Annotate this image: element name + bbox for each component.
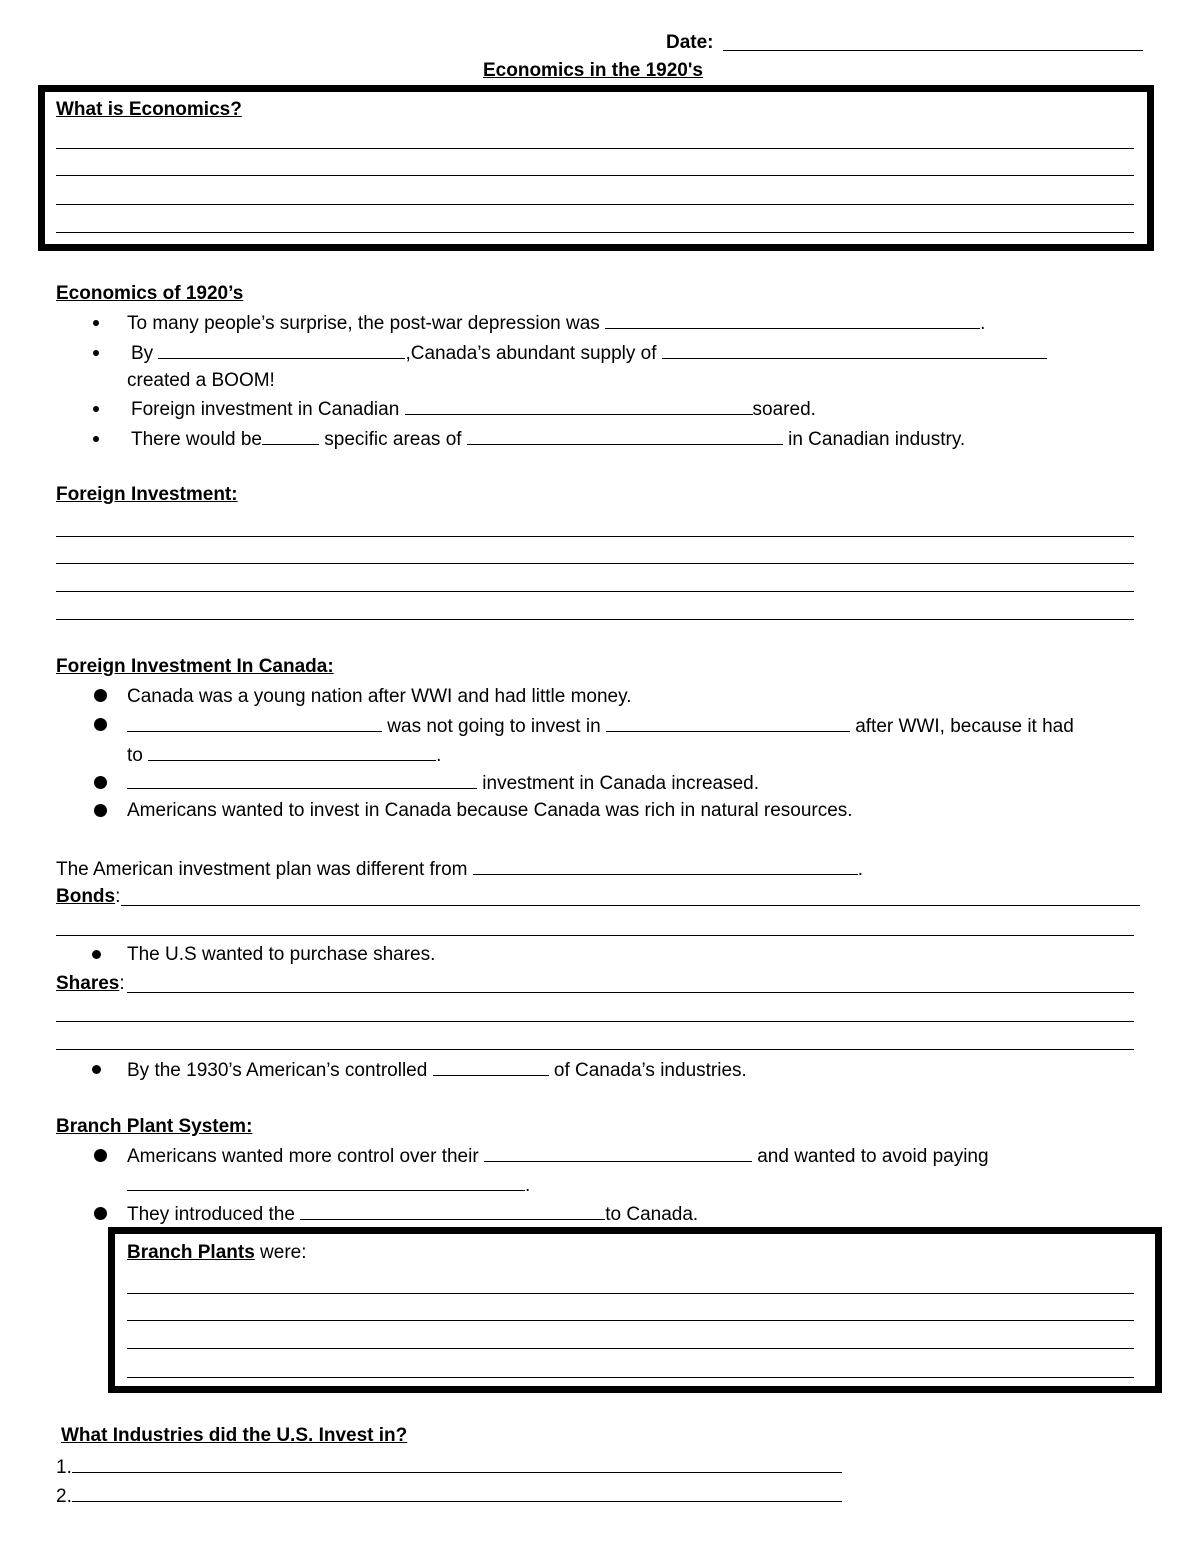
foreign-investment-heading: Foreign Investment: <box>56 484 238 505</box>
bullet-text-5: Canada was a young nation after WWI and had little money. <box>127 686 632 707</box>
fill-blank[interactable] <box>473 858 858 875</box>
fill-blank[interactable] <box>127 772 477 789</box>
bullet <box>93 320 99 326</box>
foreign-investment-canada-heading: Foreign Investment In Canada: <box>56 656 334 677</box>
what-is-economics-heading: What is Economics? <box>56 99 242 120</box>
bullet-text-6-cont: to . <box>127 745 442 766</box>
answer-line[interactable] <box>127 992 1134 993</box>
industry-item-2: 2. <box>56 1485 842 1508</box>
answer-line[interactable] <box>121 905 1140 906</box>
shares-bullet-text: By the 1930’s American’s controlled of Canada’s industries. <box>127 1060 747 1081</box>
answer-line[interactable] <box>56 563 1134 564</box>
bullet <box>93 406 99 412</box>
answer-line[interactable] <box>127 1293 1134 1294</box>
bonds-label: Bonds <box>56 886 116 907</box>
answer-line[interactable] <box>56 536 1134 537</box>
bullet-text-2: By ,Canada’s abundant supply of <box>131 342 1047 365</box>
bullet <box>94 1149 107 1162</box>
bullet-text-9: Americans wanted more control over their and wanted to avoid paying <box>127 1146 989 1167</box>
shares-label: Shares <box>56 973 120 994</box>
industry-item-1: 1. <box>56 1456 842 1479</box>
bullet <box>94 776 107 789</box>
bullet-text-1: To many people’s surprise, the post-war depression was . <box>127 313 986 334</box>
fill-blank[interactable] <box>158 342 405 359</box>
bonds-row: Bonds: <box>56 886 121 907</box>
fill-blank[interactable] <box>433 1059 549 1076</box>
answer-line[interactable] <box>56 591 1134 592</box>
fill-blank[interactable] <box>127 715 382 732</box>
answer-line[interactable] <box>56 935 1134 936</box>
answer-line[interactable] <box>56 619 1134 620</box>
page-title: Economics in the 1920's <box>483 60 703 81</box>
bullet <box>92 1065 101 1074</box>
bullet-text-4: There would be specific areas of in Canadian industry. <box>131 429 966 450</box>
branch-plants-label: Branch Plants <box>127 1242 255 1263</box>
bullet <box>93 350 99 356</box>
fill-blank[interactable] <box>605 312 980 329</box>
bullet <box>94 804 107 817</box>
bonds-bullet-text: The U.S wanted to purchase shares. <box>127 944 436 965</box>
bullet <box>92 950 101 959</box>
industries-heading: What Industries did the U.S. Invest in? <box>61 1425 408 1446</box>
date-label: Date: <box>666 32 714 53</box>
answer-line[interactable] <box>56 1049 1134 1050</box>
bullet <box>94 1207 107 1220</box>
fill-blank[interactable] <box>484 1145 752 1162</box>
answer-line[interactable] <box>127 1377 1134 1378</box>
bullet-text-2-cont: created a BOOM! <box>127 370 275 391</box>
fill-blank[interactable] <box>662 342 1047 359</box>
answer-line[interactable] <box>56 204 1134 205</box>
fill-blank[interactable] <box>127 1174 525 1191</box>
bullet <box>93 436 99 442</box>
fill-blank[interactable] <box>606 715 850 732</box>
bullet-text-10: They introduced the to Canada. <box>127 1204 699 1225</box>
answer-line[interactable] <box>56 175 1134 176</box>
bullet-text-7: investment in Canada increased. <box>127 772 759 795</box>
answer-line[interactable] <box>56 232 1134 233</box>
investment-plan-line: The American investment plan was different from . <box>56 859 864 880</box>
fill-blank[interactable] <box>72 1485 842 1502</box>
branch-plant-system-heading: Branch Plant System: <box>56 1116 253 1137</box>
fill-blank[interactable] <box>72 1456 842 1473</box>
bullet <box>94 718 107 731</box>
branch-plants-label-row: Branch Plants were: <box>127 1242 307 1263</box>
bullet-text-8: Americans wanted to invest in Canada because Canada was rich in natural resources. <box>127 800 853 821</box>
bullet-text-6: was not going to invest in after WWI, because it had <box>127 715 1074 738</box>
answer-line[interactable] <box>127 1320 1134 1321</box>
fill-blank[interactable] <box>262 428 319 445</box>
bullet-text-9-cont: . <box>127 1174 530 1197</box>
bullet <box>94 689 107 702</box>
bullet-text-3: Foreign investment in Canadian soared. <box>131 399 816 420</box>
fill-blank[interactable] <box>405 398 753 415</box>
fill-blank[interactable] <box>300 1203 605 1220</box>
shares-row: Shares: <box>56 973 125 994</box>
economics-1920s-heading: Economics of 1920’s <box>56 283 244 304</box>
fill-blank[interactable] <box>148 744 436 761</box>
answer-line[interactable] <box>127 1348 1134 1349</box>
fill-blank[interactable] <box>467 428 783 445</box>
answer-line[interactable] <box>56 148 1134 149</box>
answer-line[interactable] <box>56 1021 1134 1022</box>
date-line[interactable] <box>723 50 1143 51</box>
